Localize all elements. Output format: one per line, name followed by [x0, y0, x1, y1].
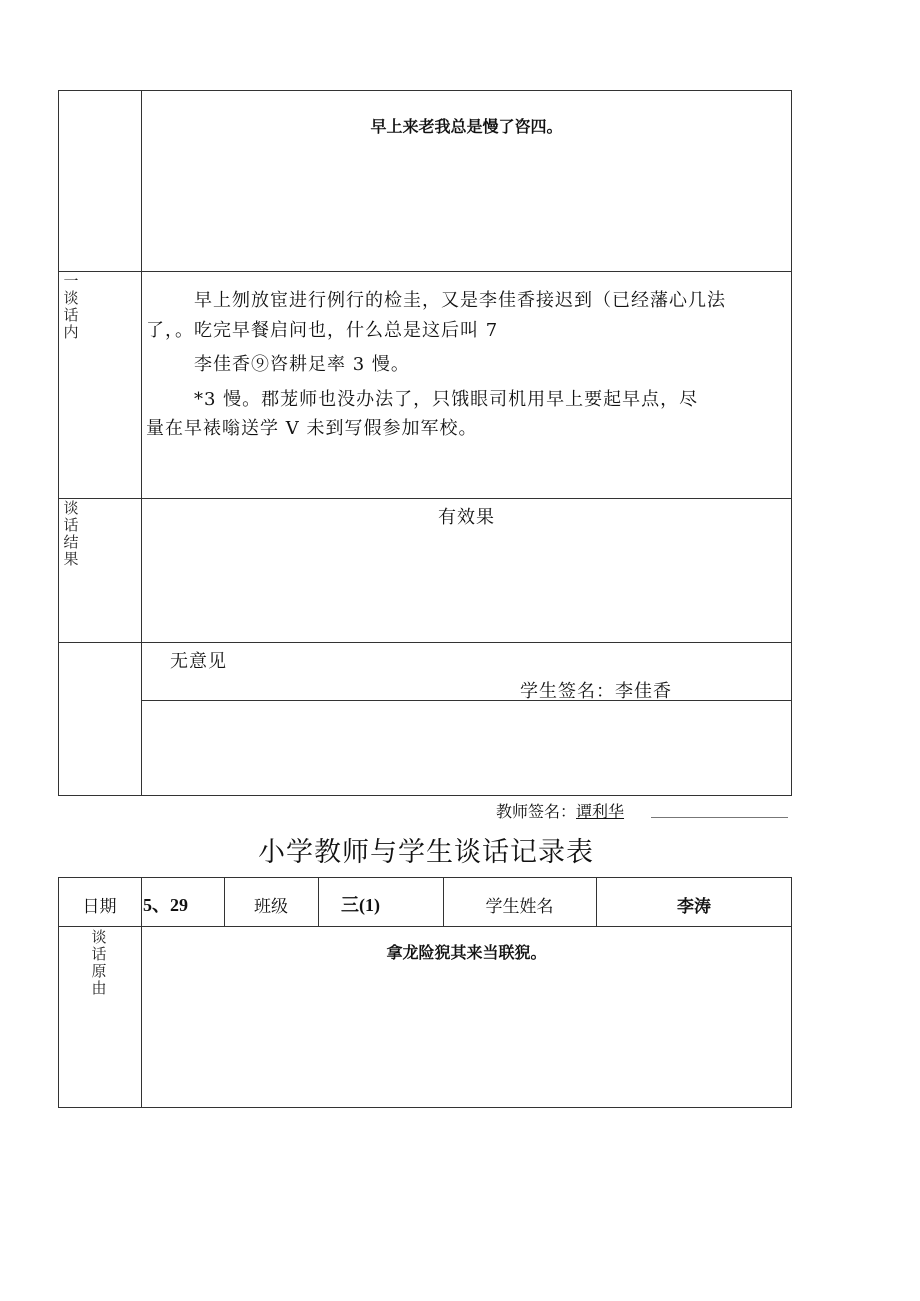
record1-content-label [61, 273, 81, 341]
record2-col-divider-1 [141, 877, 142, 1108]
record1-row-divider-1 [58, 271, 792, 272]
record1-row-divider-3 [58, 642, 792, 643]
label-char: 话 [63, 516, 79, 534]
label-char: 谈 [63, 499, 79, 517]
label-char: 果 [63, 550, 79, 568]
record1-row-divider-4 [141, 700, 792, 701]
student-opinion-text: 无意见 [170, 651, 227, 672]
content-line-1: 早上刎放宦进行例行的检圭，又是李佳香接迟到（已经藩心几法 [194, 290, 726, 311]
record1-table [58, 90, 792, 796]
teacher-signature-name: 谭利华 [576, 802, 625, 821]
label-char: 谈 [63, 289, 79, 307]
record1-result-label [61, 500, 81, 568]
student-signature [520, 677, 672, 703]
record2-title: 小学教师与学生谈话记录表 [258, 837, 594, 868]
teacher-signature [496, 799, 624, 822]
student-name-label: 学生姓名 [485, 897, 554, 917]
record1-result-text: 有效果 [438, 507, 495, 528]
student-signature-label: 学生签名： [520, 681, 615, 702]
record1-label-column-divider [141, 90, 142, 796]
date-value: 5、29 [143, 895, 188, 915]
student-name-value: 李涛 [677, 897, 711, 917]
label-char: 内 [63, 323, 79, 341]
class-label: 班级 [254, 897, 288, 917]
record1-reason-text: 早上来老我总是慢了咨四。 [370, 117, 563, 136]
record2-col-divider-3 [318, 877, 319, 926]
content-line-5: 量在早裱嗡送学 V 未到写假参加军校。 [146, 418, 478, 439]
content-line-3: 李佳香⑨咨耕足率 3 慢。 [194, 354, 410, 375]
label-char: 原 [91, 962, 107, 980]
content-line-2: 了，。吃完早餐启问也，什么总是这后叫 7 [146, 320, 499, 341]
label-char: 由 [91, 979, 107, 997]
teacher-signature-underline [651, 817, 788, 818]
label-char: 结 [63, 533, 79, 551]
record2-reason-label [89, 929, 109, 997]
label-char: 谈 [91, 928, 107, 946]
date-label: 日期 [82, 897, 117, 917]
content-line-4: *3 慢。郡茏师也没办法了，只饿眼司机用早上要起早点，尽 [194, 389, 699, 410]
record2-header-divider [58, 926, 792, 927]
label-char: 一 [63, 272, 79, 290]
label-char: 话 [91, 945, 107, 963]
teacher-signature-label: 教师签名： [496, 802, 577, 821]
record2-reason-text: 拿龙险猊其来当联猊。 [386, 943, 547, 962]
record1-row-divider-2 [58, 498, 792, 499]
class-value: 三(1) [341, 895, 380, 915]
label-char: 话 [63, 306, 79, 324]
student-signature-name: 李佳香 [615, 681, 672, 702]
